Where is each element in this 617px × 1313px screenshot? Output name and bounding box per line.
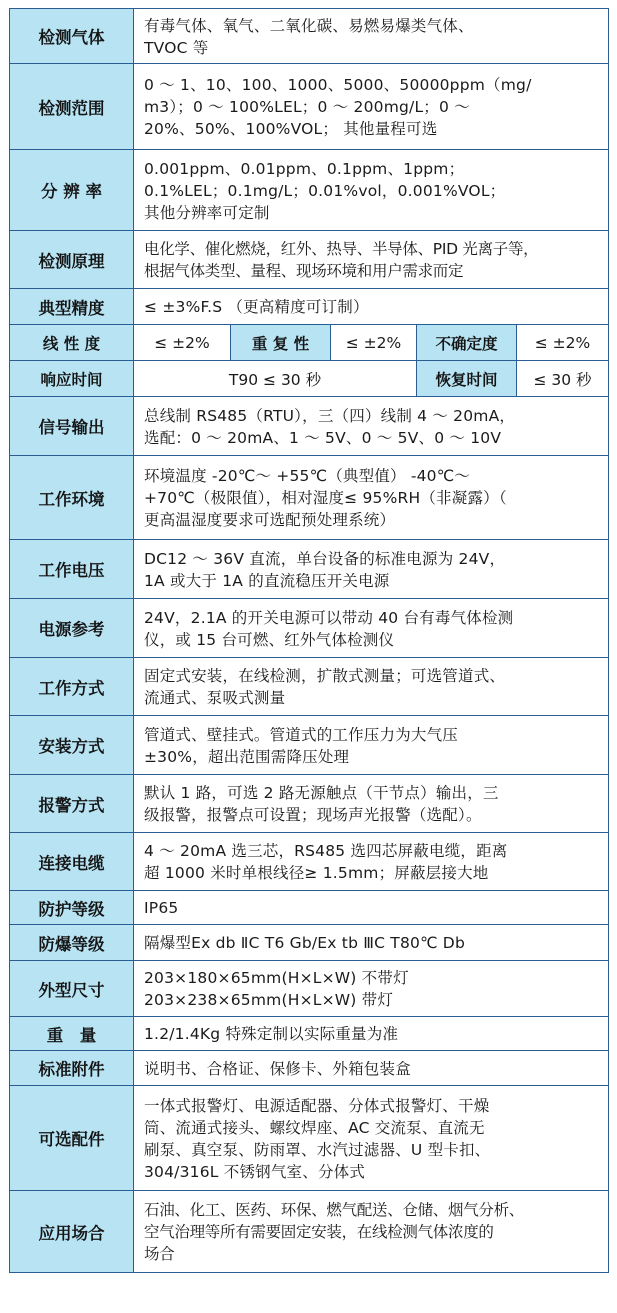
- row-value: 环境温度 -20℃～ +55℃（典型值） -40℃～ +70℃（极限值），相对湿度≤ 95%RH（非凝露）（ 更高温湿度要求可选配预处理系统）: [144, 467, 507, 529]
- row-weight: [9, 1017, 609, 1051]
- row-label: 报警方式: [10, 775, 134, 832]
- spec-table: [9, 8, 609, 1273]
- row-installation: [9, 716, 609, 775]
- linearity-value: ≤ ±2%: [134, 325, 231, 360]
- row-label: 电源参考: [10, 599, 134, 657]
- response-time-value: T90 ≤ 30 秒: [134, 361, 417, 396]
- row-label: 可选配件: [10, 1086, 134, 1190]
- linearity-label: 线 性 度: [10, 325, 134, 360]
- row-value: DC12 ～ 36V 直流，单台设备的标准电源为 24V， 1A 或大于 1A 的直流稳压开关电源: [144, 549, 506, 590]
- row-label: 典型精度: [10, 289, 134, 324]
- row-label: 信号输出: [10, 397, 134, 455]
- row-value: 0.001ppm、0.01ppm、0.1ppm、1ppm； 0.1%LEL；0.1mg/L；0.01%vol，0.001%VOL； 其他分辨率可定制: [144, 159, 506, 222]
- row-detect-range: [9, 64, 609, 150]
- recovery-time-label: 恢复时间: [417, 361, 517, 396]
- row-environment: [9, 456, 609, 540]
- row-value: 默认 1 路，可选 2 路无源触点（干节点）输出，三 级报警，报警点可设置；现场声光报警（选配）。: [144, 784, 499, 824]
- row-label: 连接电缆: [10, 833, 134, 890]
- row-value: IP65: [144, 899, 179, 917]
- row-value: 石油、化工、医药、环保、燃气配送、仓储、烟气分析、 空气治理等所有需要固定安装，在线检测气体浓度的 场合: [144, 1201, 525, 1263]
- row-alarm: [9, 775, 609, 833]
- row-working-mode: [9, 658, 609, 716]
- row-dimensions: [9, 961, 609, 1017]
- row-value: 说明书、合格证、保修卡、外箱包装盒: [144, 1059, 411, 1078]
- row-value: ≤ ±3%F.S （更高精度可订制）: [144, 298, 369, 316]
- row-value: 隔爆型Ex db ⅡC T6 Gb/Ex tb ⅢC T80℃ Db: [144, 934, 465, 952]
- row-value: 0 ～ 1、10、100、1000、5000、50000ppm（mg/ m3）；0 ～ 100%LEL；0 ～ 200mg/L；0 ～ 20%、50%、100%VOL； 其他量程可选: [144, 76, 532, 138]
- row-value: 4 ～ 20mA 选三芯，RS485 选四芯屏蔽电缆，距离 超 1000 米时单根线径≥ 1.5mm；屏蔽层接大地: [144, 842, 508, 882]
- row-label: 标准附件: [10, 1051, 134, 1085]
- repeatability-label: 重 复 性: [231, 325, 331, 360]
- response-time-label: 响应时间: [10, 361, 134, 396]
- row-signal-output: [9, 397, 609, 456]
- row-label: 分 辨 率: [10, 150, 134, 230]
- repeatability-value: ≤ ±2%: [331, 325, 417, 360]
- row-label: 应用场合: [10, 1191, 134, 1272]
- uncertainty-label: 不确定度: [417, 325, 517, 360]
- row-label: 防护等级: [10, 891, 134, 924]
- row-value: 总线制 RS485（RTU），三（四）线制 4 ～ 20mA， 选配：0 ～ 20mA、1 ～ 5V、0 ～ 5V、0 ～ 10V: [144, 406, 516, 447]
- row-voltage: [9, 540, 609, 599]
- row-principle: [9, 231, 609, 289]
- row-optional-parts: [9, 1086, 609, 1191]
- row-value: 203×180×65mm(H×L×W) 不带灯 203×238×65mm(H×L×W) 带灯: [144, 969, 409, 1009]
- row-label: 外型尺寸: [10, 961, 134, 1016]
- recovery-time-value: ≤ 30 秒: [533, 370, 592, 389]
- row-value: 固定式安装，在线检测，扩散式测量；可选管道式、 流通式、泵吸式测量: [144, 667, 506, 707]
- row-accuracy: [9, 289, 609, 325]
- row-label: 防爆等级: [10, 925, 134, 960]
- row-value: 24V，2.1A 的开关电源可以带动 40 台有毒气体检测 仪，或 15 台可燃、红外气体检测仪: [144, 608, 514, 649]
- row-label: 工作环境: [10, 456, 134, 539]
- row-cable: [9, 833, 609, 891]
- row-label: 重 量: [10, 1017, 134, 1050]
- row-label: 检测原理: [10, 231, 134, 288]
- row-linearity-repeatability-uncertainty: [9, 325, 609, 361]
- row-power-reference: [9, 599, 609, 658]
- row-applications: [9, 1191, 609, 1273]
- row-label: 安装方式: [10, 716, 134, 774]
- row-value: 管道式、壁挂式。管道式的工作压力为大气压 ±30%，超出范围需降压处理: [144, 725, 459, 766]
- row-value: 有毒气体、氧气、二氧化碳、易燃易爆类气体、 TVOC 等: [144, 16, 474, 57]
- row-value: 一体式报警灯、电源适配器、分体式报警灯、干燥 筒、流通式接头、螺纹焊座、AC 交流泵、直流无 刷泵、真空泵、防雨罩、水汽过滤器、U 型卡扣、 304/316L 不锈钢气室、分体式: [144, 1096, 491, 1181]
- row-value: 1.2/1.4Kg 特殊定制以实际重量为准: [144, 1025, 399, 1043]
- row-label: 检测气体: [10, 9, 134, 63]
- row-resolution: [9, 150, 609, 231]
- row-detect-gas: [9, 8, 609, 64]
- row-accessories: [9, 1051, 609, 1086]
- row-explosion-proof: [9, 925, 609, 961]
- row-label: 检测范围: [10, 64, 134, 149]
- row-label: 工作方式: [10, 658, 134, 715]
- row-value: 电化学、催化燃烧，红外、热导、半导体、PID 光离子等， 根据气体类型、量程、现场环境和用户需求而定: [144, 240, 539, 280]
- row-protection: [9, 891, 609, 925]
- row-label: 工作电压: [10, 540, 134, 598]
- row-response-recovery: [9, 361, 609, 397]
- uncertainty-value: ≤ ±2%: [534, 333, 591, 352]
